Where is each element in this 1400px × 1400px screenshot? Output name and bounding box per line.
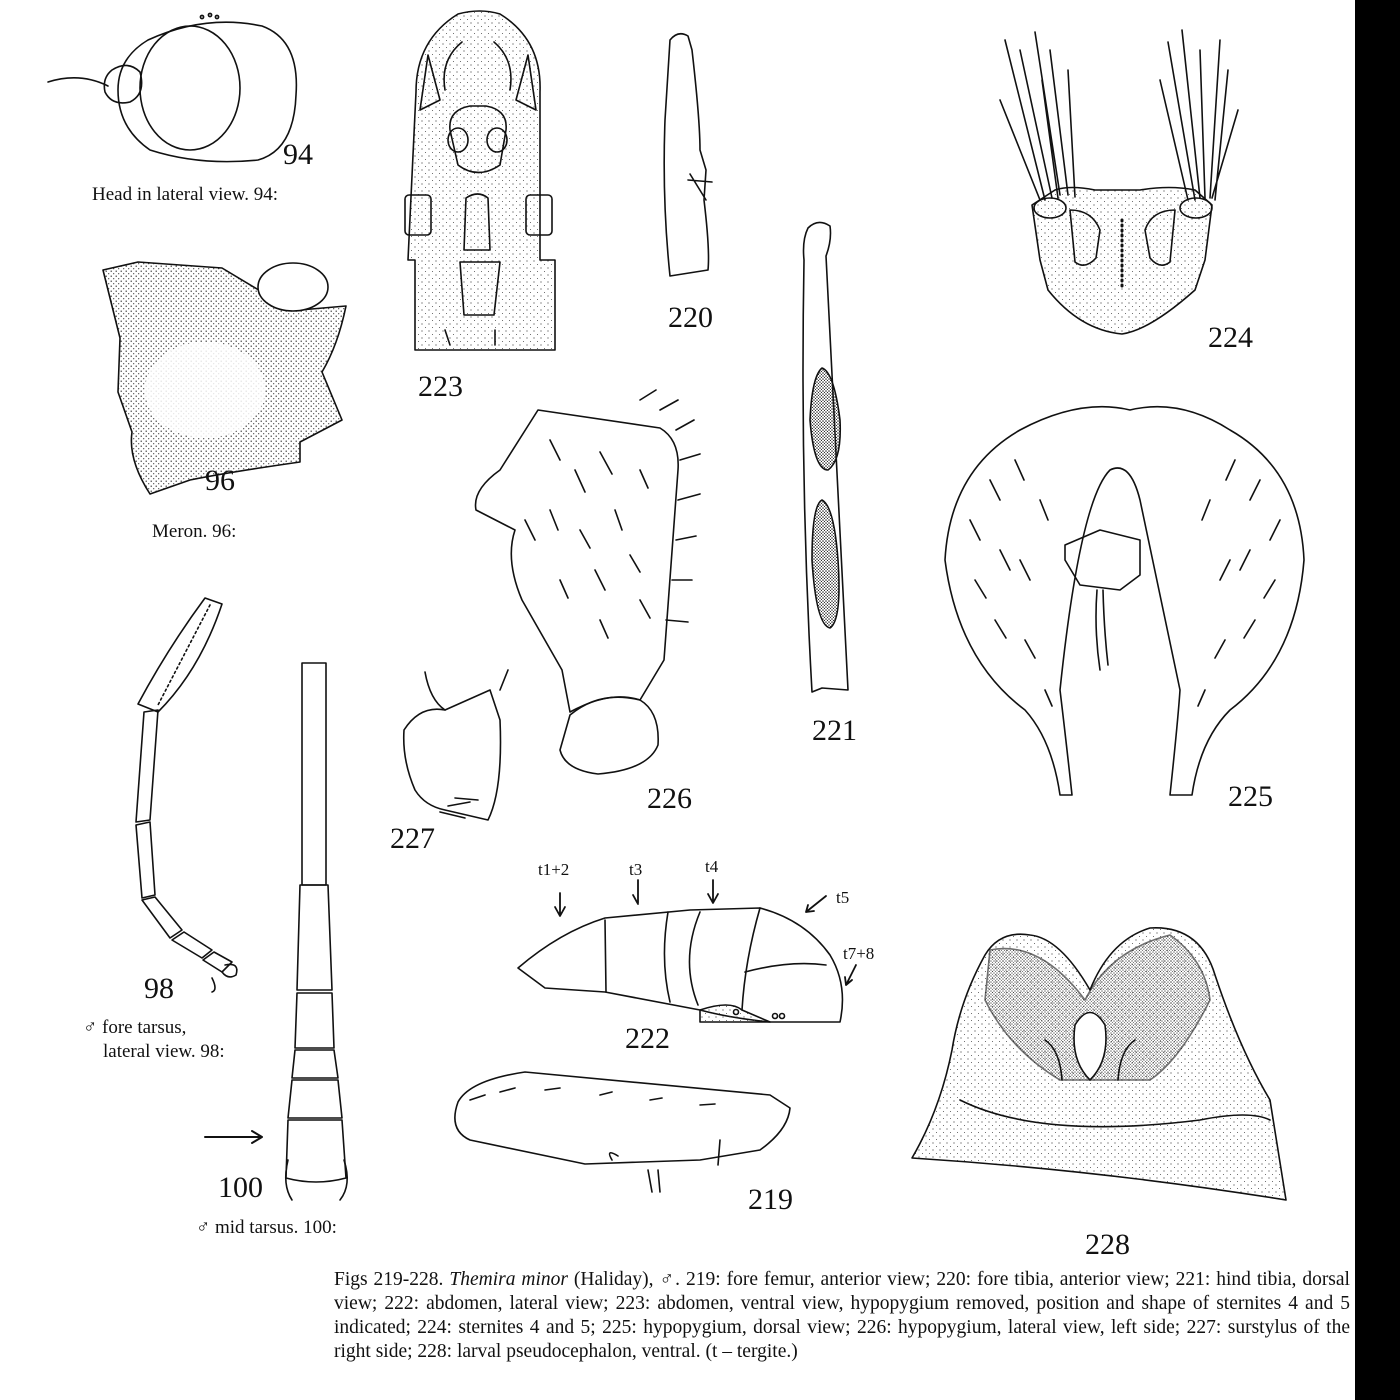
drawing-mid-tarsus [205, 663, 347, 1200]
figure-number-226: 226 [647, 782, 692, 815]
drawing-meron [103, 262, 346, 497]
label-fore-tarsus-2: lateral view. 98: [103, 1041, 225, 1062]
figure-number-94: 94 [283, 138, 313, 171]
drawing-abdomen-lateral [518, 880, 856, 1022]
figure-number-223: 223 [418, 370, 463, 403]
caption-prefix: Figs 219-228. [334, 1269, 450, 1290]
label-meron: Meron. 96: [152, 521, 237, 542]
figure-caption [334, 1268, 1350, 1364]
label-head: Head in lateral view. 94: [92, 184, 279, 205]
figure-number-222: 222 [625, 1022, 670, 1055]
tergite-label-t12: t1+2 [538, 860, 570, 879]
figure-number-98: 98 [144, 972, 174, 1005]
caption-body: (Haliday), ♂. 219: fore femur, anterior view; 220: fore tibia, anterior view; 221: hind tibia, dorsal view; 222: abdomen, lateral view; 223: abdomen, ventral view, hypopygium removed, position and shape of sternites 4 and 5 indicated; 224: sternites 4 and 5; 225: hypopygium, dorsal view; 226: hypopygium, lateral view, left side; 227: surstylus of the right side; 228: larval pseudocephalon, ventral. (t – tergite.) [334, 1269, 1350, 1362]
figure-number-220: 220 [668, 301, 713, 334]
figure-number-221: 221 [812, 714, 857, 747]
drawing-hypopygium-lateral [476, 390, 701, 774]
label-mid-tarsus: ♂ mid tarsus. 100: [196, 1217, 337, 1238]
figure-number-228: 228 [1085, 1228, 1130, 1261]
drawing-fore-femur [455, 1072, 790, 1192]
label-fore-tarsus-1: ♂ fore tarsus, [83, 1017, 187, 1038]
drawing-hypopygium-dorsal [945, 407, 1304, 795]
figure-number-219: 219 [748, 1183, 793, 1216]
figure-number-227: 227 [390, 822, 435, 855]
drawing-hind-tibia [803, 222, 848, 692]
figure-number-100: 100 [218, 1171, 263, 1204]
drawing-surstylus [404, 670, 508, 820]
drawing-sternites [1000, 30, 1238, 334]
drawing-head-lateral [48, 13, 296, 161]
drawing-pseudocephalon [912, 928, 1286, 1200]
tergite-label-t3: t3 [629, 860, 643, 879]
figure-number-224: 224 [1208, 321, 1253, 354]
right-edge-bar [1355, 0, 1400, 1400]
drawing-abdomen-ventral [405, 11, 555, 350]
caption-species: Themira minor [449, 1269, 568, 1290]
tergite-label-t78: t7+8 [843, 944, 875, 963]
tergite-label-t4: t4 [705, 857, 719, 876]
figure-number-96: 96 [205, 464, 235, 497]
figure-number-225: 225 [1228, 780, 1273, 813]
drawing-fore-tarsus [136, 598, 237, 992]
tergite-label-t5: t5 [836, 888, 850, 907]
drawing-fore-tibia [664, 34, 712, 276]
